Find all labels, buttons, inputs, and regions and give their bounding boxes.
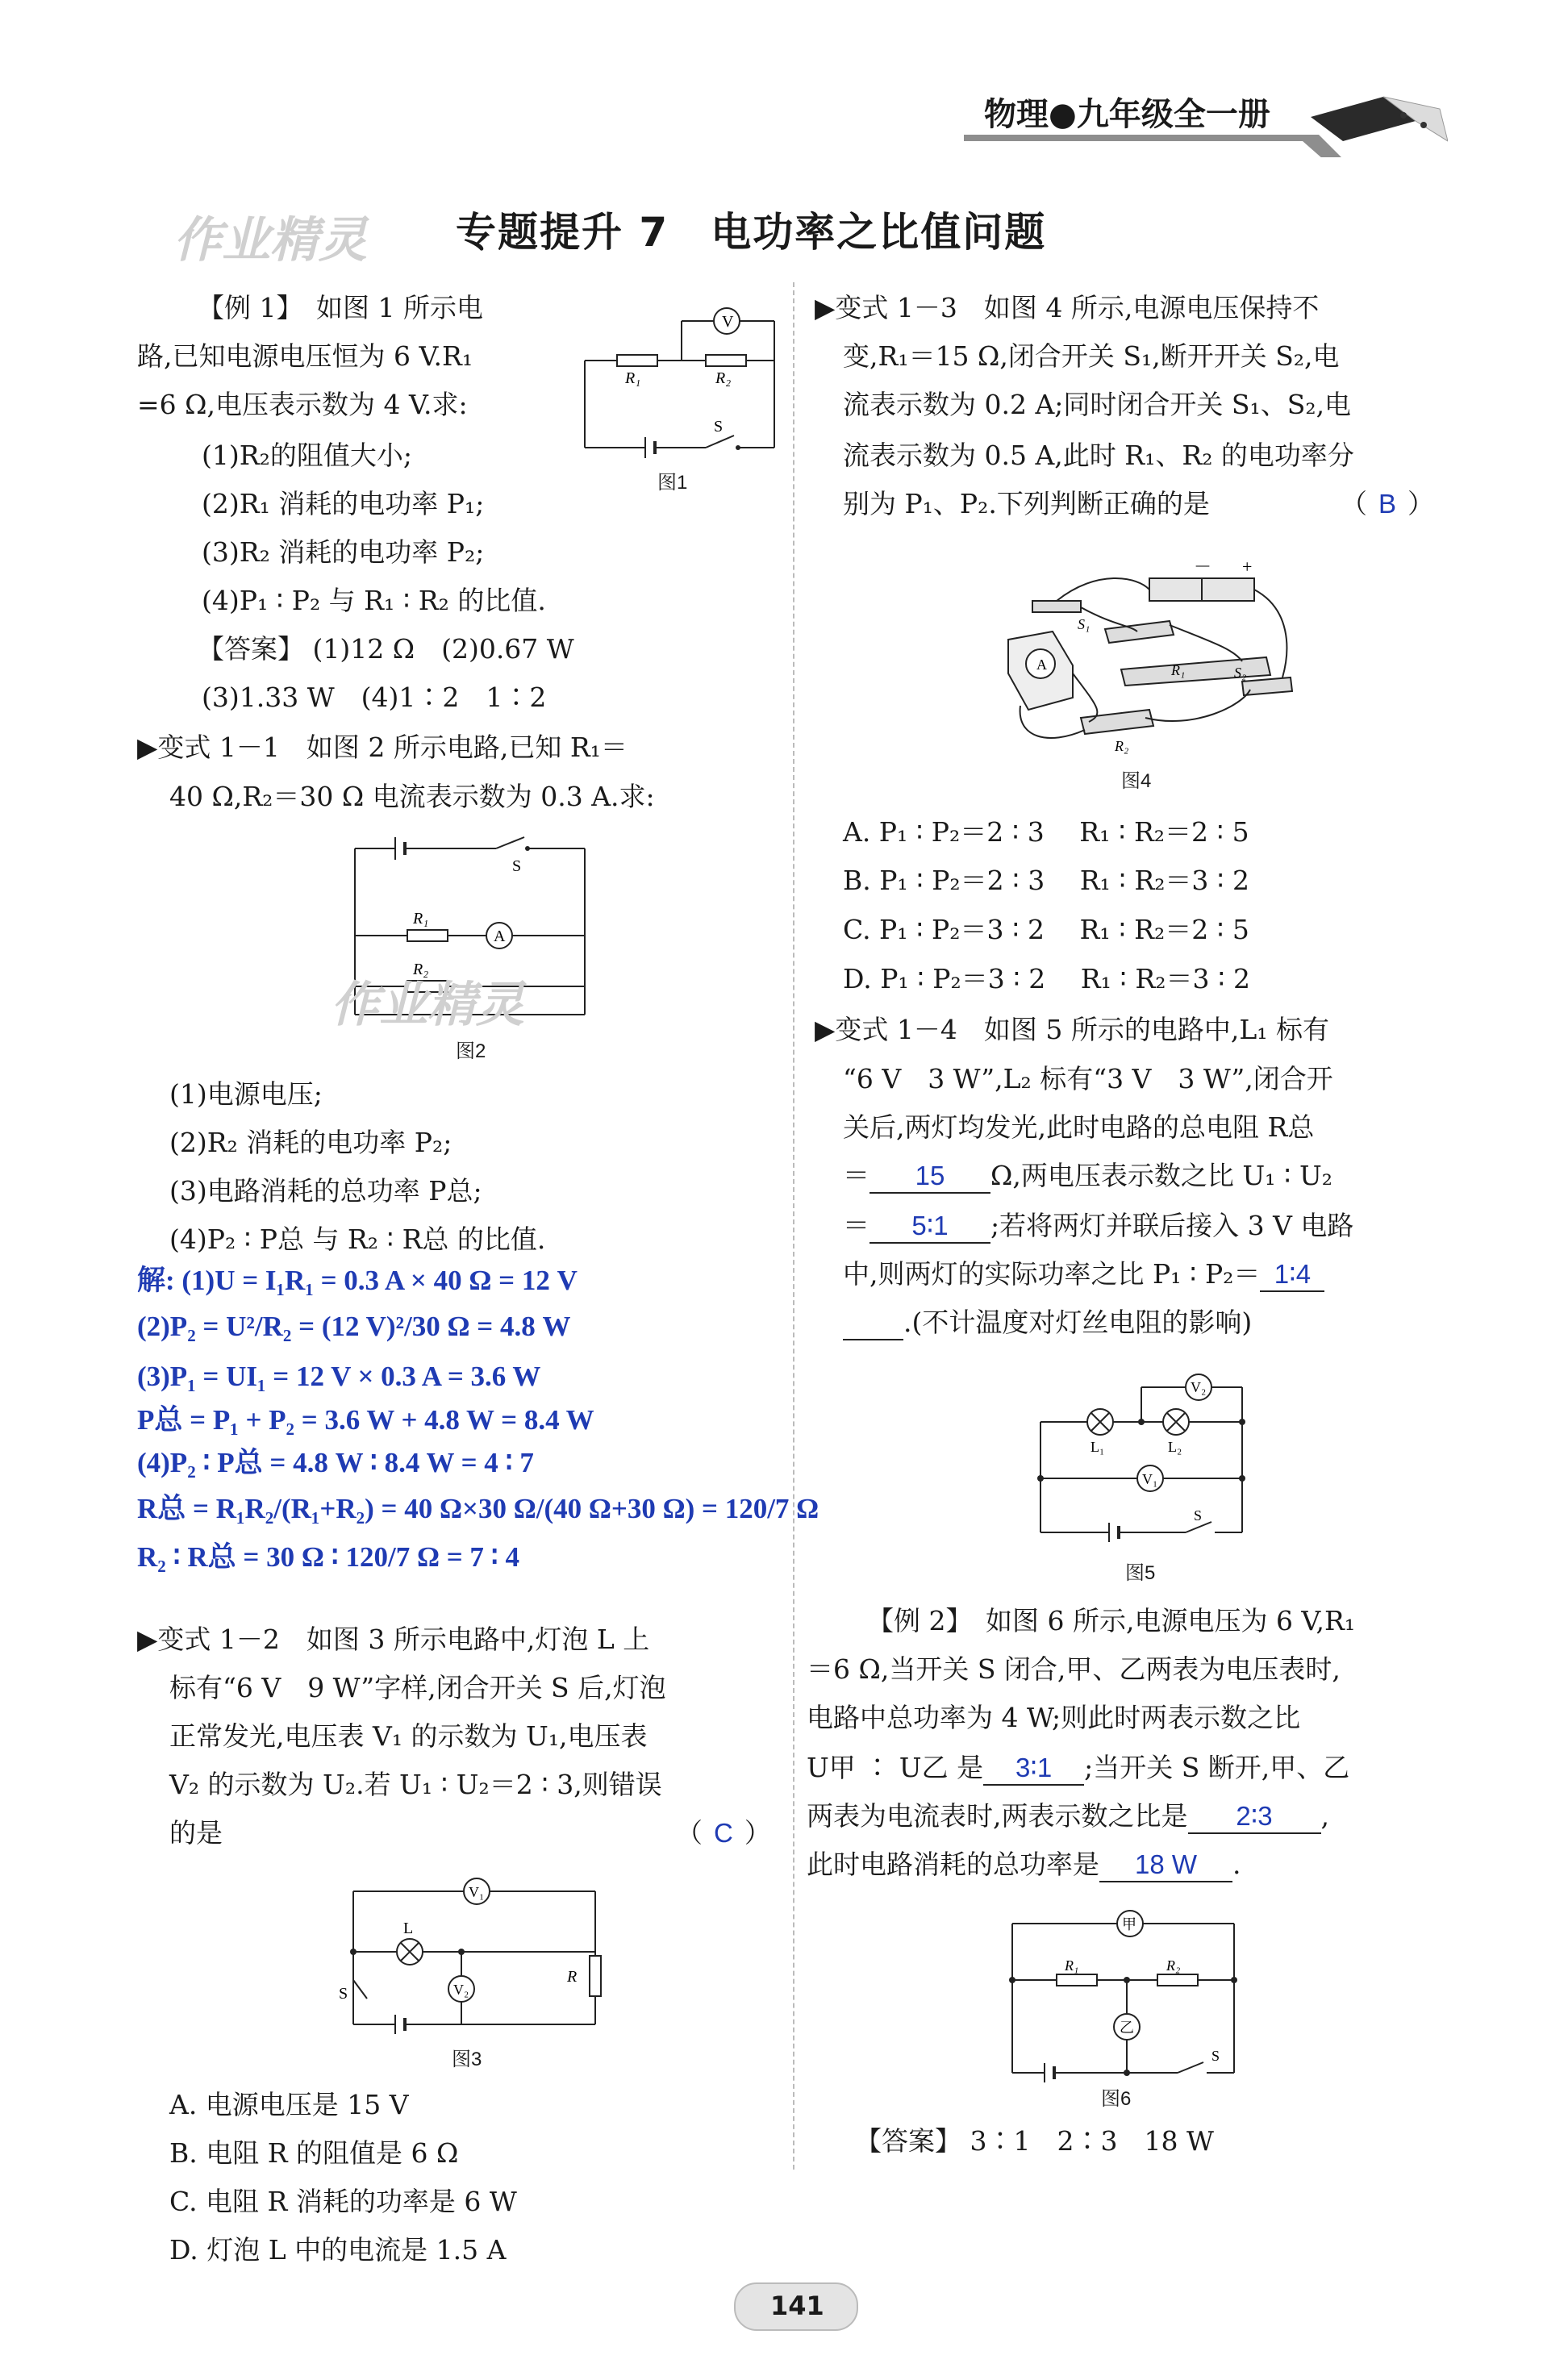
ex1-answer2: (3)1.33 W (4)1∶2 1∶2	[202, 682, 547, 713]
fig5-label-L1: L₁	[1091, 1439, 1105, 1455]
v11-solution-1: 解: (1)U = I₁R₁ = 0.3 A × 40 Ω = 12 V	[137, 1265, 578, 1296]
fig6-label-yi: 乙	[1120, 2020, 1134, 2036]
v11-solution-6: R总 = R₁R₂/(R₁+R₂) = 40 Ω×30 Ω/(40 Ω+30 Ω) = 120/7 Ω	[137, 1493, 819, 1524]
ex1-q4: (4)P₁ ∶ P₂ 与 R₁ ∶ R₂ 的比值.	[202, 585, 546, 616]
v14-line5-suffix: ;若将两灯并联后接入 3 V 电路	[990, 1210, 1354, 1241]
fig4-label-R1: R₁	[1171, 662, 1186, 678]
v12-line2: 标有“6 V 9 W”字样,闭合开关 S 后,灯泡	[169, 1672, 666, 1703]
v11-solution-3: (3)P₁ = UI₁ = 12 V × 0.3 A = 3.6 W	[137, 1361, 541, 1392]
ex2-line5-suffix: ,	[1320, 1800, 1329, 1832]
ex2-line4-suffix: ;当开关 S 断开,甲、乙	[1084, 1752, 1350, 1783]
fig3-label-V2: V₂	[453, 1982, 469, 1998]
ex2-line3: 电路中总功率为 4 W;则此时两表示数之比	[807, 1702, 1301, 1733]
page-number: 141	[770, 2291, 824, 2321]
v12-line1: ▶变式 1－2 如图 3 所示电路中,灯泡 L 上	[137, 1624, 650, 1655]
v11-solution-2: (2)P₂ = U²/R₂ = (12 V)²/30 Ω = 4.8 W	[137, 1311, 571, 1342]
fig5-label-L2: L₂	[1168, 1439, 1182, 1455]
v11-solution-4: P总 = P₁ + P₂ = 3.6 W + 4.8 W = 8.4 W	[137, 1404, 594, 1436]
v11-line2: 40 Ω,R₂＝30 Ω 电流表示数为 0.3 A.求:	[169, 781, 655, 812]
v11-q2: (2)R₂ 消耗的电功率 P₂;	[169, 1127, 452, 1158]
v13-line5: 别为 P₁、P₂.下列判断正确的是	[843, 488, 1210, 519]
fig1-label-R1: R₁	[625, 369, 641, 387]
fig5-label-S: S	[1194, 1507, 1203, 1524]
v12-line5: 的是	[169, 1817, 223, 1849]
v14-line4	[843, 1160, 1332, 1194]
v14-blank-2: 5∶1	[869, 1210, 990, 1244]
fig4-caption: 图4	[1121, 770, 1152, 792]
ex2-line1: 【例 2】 如图 6 所示,电源电压为 6 V,R₁	[867, 1605, 1356, 1636]
fig3-label-V1: V₁	[469, 1884, 485, 1900]
v11-solution-5: (4)P₂ ∶ P总 = 4.8 W ∶ 8.4 W = 4 ∶ 7	[137, 1447, 534, 1478]
v14-line7	[843, 1307, 1252, 1340]
fig2-label-A: A	[494, 928, 506, 945]
v14-line3: 关后,两灯均发光,此时电路的总电阻 R总	[843, 1111, 1315, 1143]
column-divider	[793, 282, 794, 2170]
v13-answer-paren: （ B ）	[1341, 488, 1435, 519]
v14-line4-prefix: ＝	[843, 1160, 869, 1191]
v12-answer: C	[714, 1818, 733, 1848]
ex2-blank-1: 3∶1	[983, 1752, 1084, 1786]
fig2-label-S: S	[512, 857, 522, 875]
v13-answer: B	[1378, 489, 1397, 519]
fig6-caption: 图6	[1101, 2088, 1132, 2110]
v14-line7-text: .(不计温度对灯丝电阻的影响)	[903, 1307, 1253, 1338]
v11-line1: ▶变式 1－1 如图 2 所示电路,已知 R₁＝	[137, 732, 628, 763]
fig3-caption: 图3	[452, 2049, 482, 2070]
ex1-answer1: 【答案】 (1)12 Ω (2)0.67 W	[198, 633, 574, 665]
v12-option-A: A. 电源电压是 15 V	[169, 2089, 409, 2120]
v13-line2: 变,R₁＝15 Ω,闭合开关 S₁,断开开关 S₂,电	[843, 340, 1340, 372]
v12-line3: 正常发光,电压表 V₁ 的示数为 U₁,电压表	[169, 1720, 648, 1752]
v11-q1: (1)电源电压;	[169, 1078, 323, 1110]
figure-4-apparatus	[1000, 544, 1307, 762]
ex2-line6-suffix: .	[1232, 1849, 1241, 1880]
fig4-label-S2: S₂	[1234, 665, 1247, 681]
page-title: 专题提升 7 电功率之比值问题	[456, 209, 1047, 256]
figure-5-circuit	[1032, 1359, 1250, 1553]
v12-option-C: C. 电阻 R 消耗的功率是 6 W	[169, 2186, 517, 2217]
fig4-label-plus: +	[1242, 557, 1253, 577]
v13-line4: 流表示数为 0.5 A,此时 R₁、R₂ 的电功率分	[843, 440, 1354, 471]
fig3-label-L: L	[403, 1920, 414, 1937]
v14-line5-prefix: ＝	[843, 1210, 869, 1241]
fig1-caption: 图1	[657, 472, 688, 494]
v12-option-D: D. 灯泡 L 中的电流是 1.5 A	[169, 2234, 507, 2266]
ex2-line4	[807, 1752, 1349, 1786]
header-subject: 物理●九年级全一册	[984, 96, 1270, 133]
v14-line6-prefix: 中,则两灯的实际功率之比 P₁ ∶ P₂＝	[843, 1258, 1261, 1290]
fig4-label-R2: R₂	[1115, 738, 1129, 754]
ex1-q1: (1)R₂的阻值大小;	[202, 440, 412, 471]
figure-6-circuit	[1000, 1899, 1242, 2085]
v14-blank-3-tail	[843, 1307, 903, 1340]
fig6-label-S: S	[1211, 2048, 1220, 2064]
v13-line1: ▶变式 1－3 如图 4 所示,电源电压保持不	[815, 292, 1320, 323]
ex2-blank-3: 18 W	[1099, 1849, 1232, 1882]
ex1-line2: 路,已知电源电压恒为 6 V.R₁	[137, 340, 473, 372]
v14-line4-suffix: Ω,两电压表示数之比 U₁ ∶ U₂	[990, 1160, 1332, 1191]
fig1-label-S: S	[714, 418, 724, 436]
v13-option-B: B. P₁ ∶ P₂＝2 ∶ 3 R₁ ∶ R₂＝3 ∶ 2	[843, 865, 1249, 896]
ex2-line6	[807, 1849, 1241, 1882]
v12-option-B: B. 电阻 R 的阻值是 6 Ω	[169, 2137, 459, 2169]
ex1-line1: 【例 1】 如图 1 所示电	[198, 292, 483, 323]
fig5-label-V2: V₂	[1191, 1379, 1207, 1395]
ex1-line3: =6 Ω,电压表示数为 4 V.求:	[137, 389, 468, 420]
fig3-label-S: S	[339, 1985, 348, 2003]
v13-line3: 流表示数为 0.2 A;同时闭合开关 S₁、S₂,电	[843, 389, 1352, 420]
fig3-label-R: R	[567, 1968, 578, 1986]
v14-line6	[843, 1258, 1324, 1292]
v12-answer-paren: （ C ）	[676, 1817, 771, 1849]
ex2-line6-prefix: 此时电路消耗的总功率是	[807, 1849, 1099, 1880]
ex2-line5-prefix: 两表为电流表时,两表示数之比是	[807, 1800, 1188, 1832]
v14-line1: ▶变式 1－4 如图 5 所示的电路中,L₁ 标有	[815, 1014, 1329, 1045]
fig2-label-R2: R₂	[413, 961, 429, 978]
v12-line4: V₂ 的示数为 U₂.若 U₁ ∶ U₂＝2 ∶ 3,则错误	[169, 1769, 662, 1800]
watermark-top: 作业精灵	[173, 212, 367, 269]
ex2-line2: ＝6 Ω,当开关 S 闭合,甲、乙两表为电压表时,	[807, 1653, 1341, 1685]
fig6-label-R1: R₁	[1065, 1957, 1079, 1974]
figure-1-circuit	[577, 294, 786, 480]
fig1-label-R2: R₂	[715, 369, 732, 387]
fig4-label-minus: －	[1194, 557, 1212, 577]
ex1-q2: (2)R₁ 消耗的电功率 P₁;	[202, 488, 485, 519]
fig5-label-V1: V₁	[1142, 1471, 1158, 1487]
ex2-blank-2: 2∶3	[1188, 1800, 1321, 1834]
v13-option-A: A. P₁ ∶ P₂＝2 ∶ 3 R₁ ∶ R₂＝2 ∶ 5	[843, 816, 1249, 848]
v11-q4: (4)P₂ ∶ P总 与 R₂ ∶ R总 的比值.	[169, 1224, 546, 1255]
watermark-mid: 作业精灵	[331, 977, 524, 1033]
fig2-caption: 图2	[456, 1040, 486, 1062]
fig1-label-V: V	[722, 313, 734, 331]
fig6-label-R2: R₂	[1166, 1957, 1181, 1974]
fig6-label-jia: 甲	[1122, 1916, 1136, 1932]
fig5-caption: 图5	[1125, 1562, 1156, 1584]
v11-q3: (3)电路消耗的总功率 P总;	[169, 1175, 482, 1207]
figure-3-circuit	[339, 1863, 613, 2041]
v13-option-C: C. P₁ ∶ P₂＝3 ∶ 2 R₁ ∶ R₂＝2 ∶ 5	[843, 914, 1249, 945]
ex2-answer: 【答案】 3∶1 2∶3 18 W	[855, 2125, 1214, 2157]
v14-blank-3: 1∶4	[1260, 1258, 1324, 1292]
ex2-line5	[807, 1800, 1329, 1834]
v14-blank-1: 15	[869, 1160, 990, 1194]
fig4-label-S1: S₁	[1078, 616, 1091, 632]
v14-line2: “6 V 3 W”,L₂ 标有“3 V 3 W”,闭合开	[843, 1063, 1333, 1094]
v13-option-D: D. P₁ ∶ P₂＝3 ∶ 2 R₁ ∶ R₂＝3 ∶ 2	[843, 963, 1251, 994]
v14-line5	[843, 1210, 1353, 1244]
fig4-label-A: A	[1036, 657, 1047, 673]
v11-solution-7: R₂ ∶ R总 = 30 Ω ∶ 120/7 Ω = 7 ∶ 4	[137, 1541, 520, 1573]
ex1-q3: (3)R₂ 消耗的电功率 P₂;	[202, 536, 485, 568]
ex2-line4-prefix: U甲 ∶ U乙 是	[807, 1752, 984, 1783]
fig2-label-R1: R₁	[413, 910, 429, 928]
